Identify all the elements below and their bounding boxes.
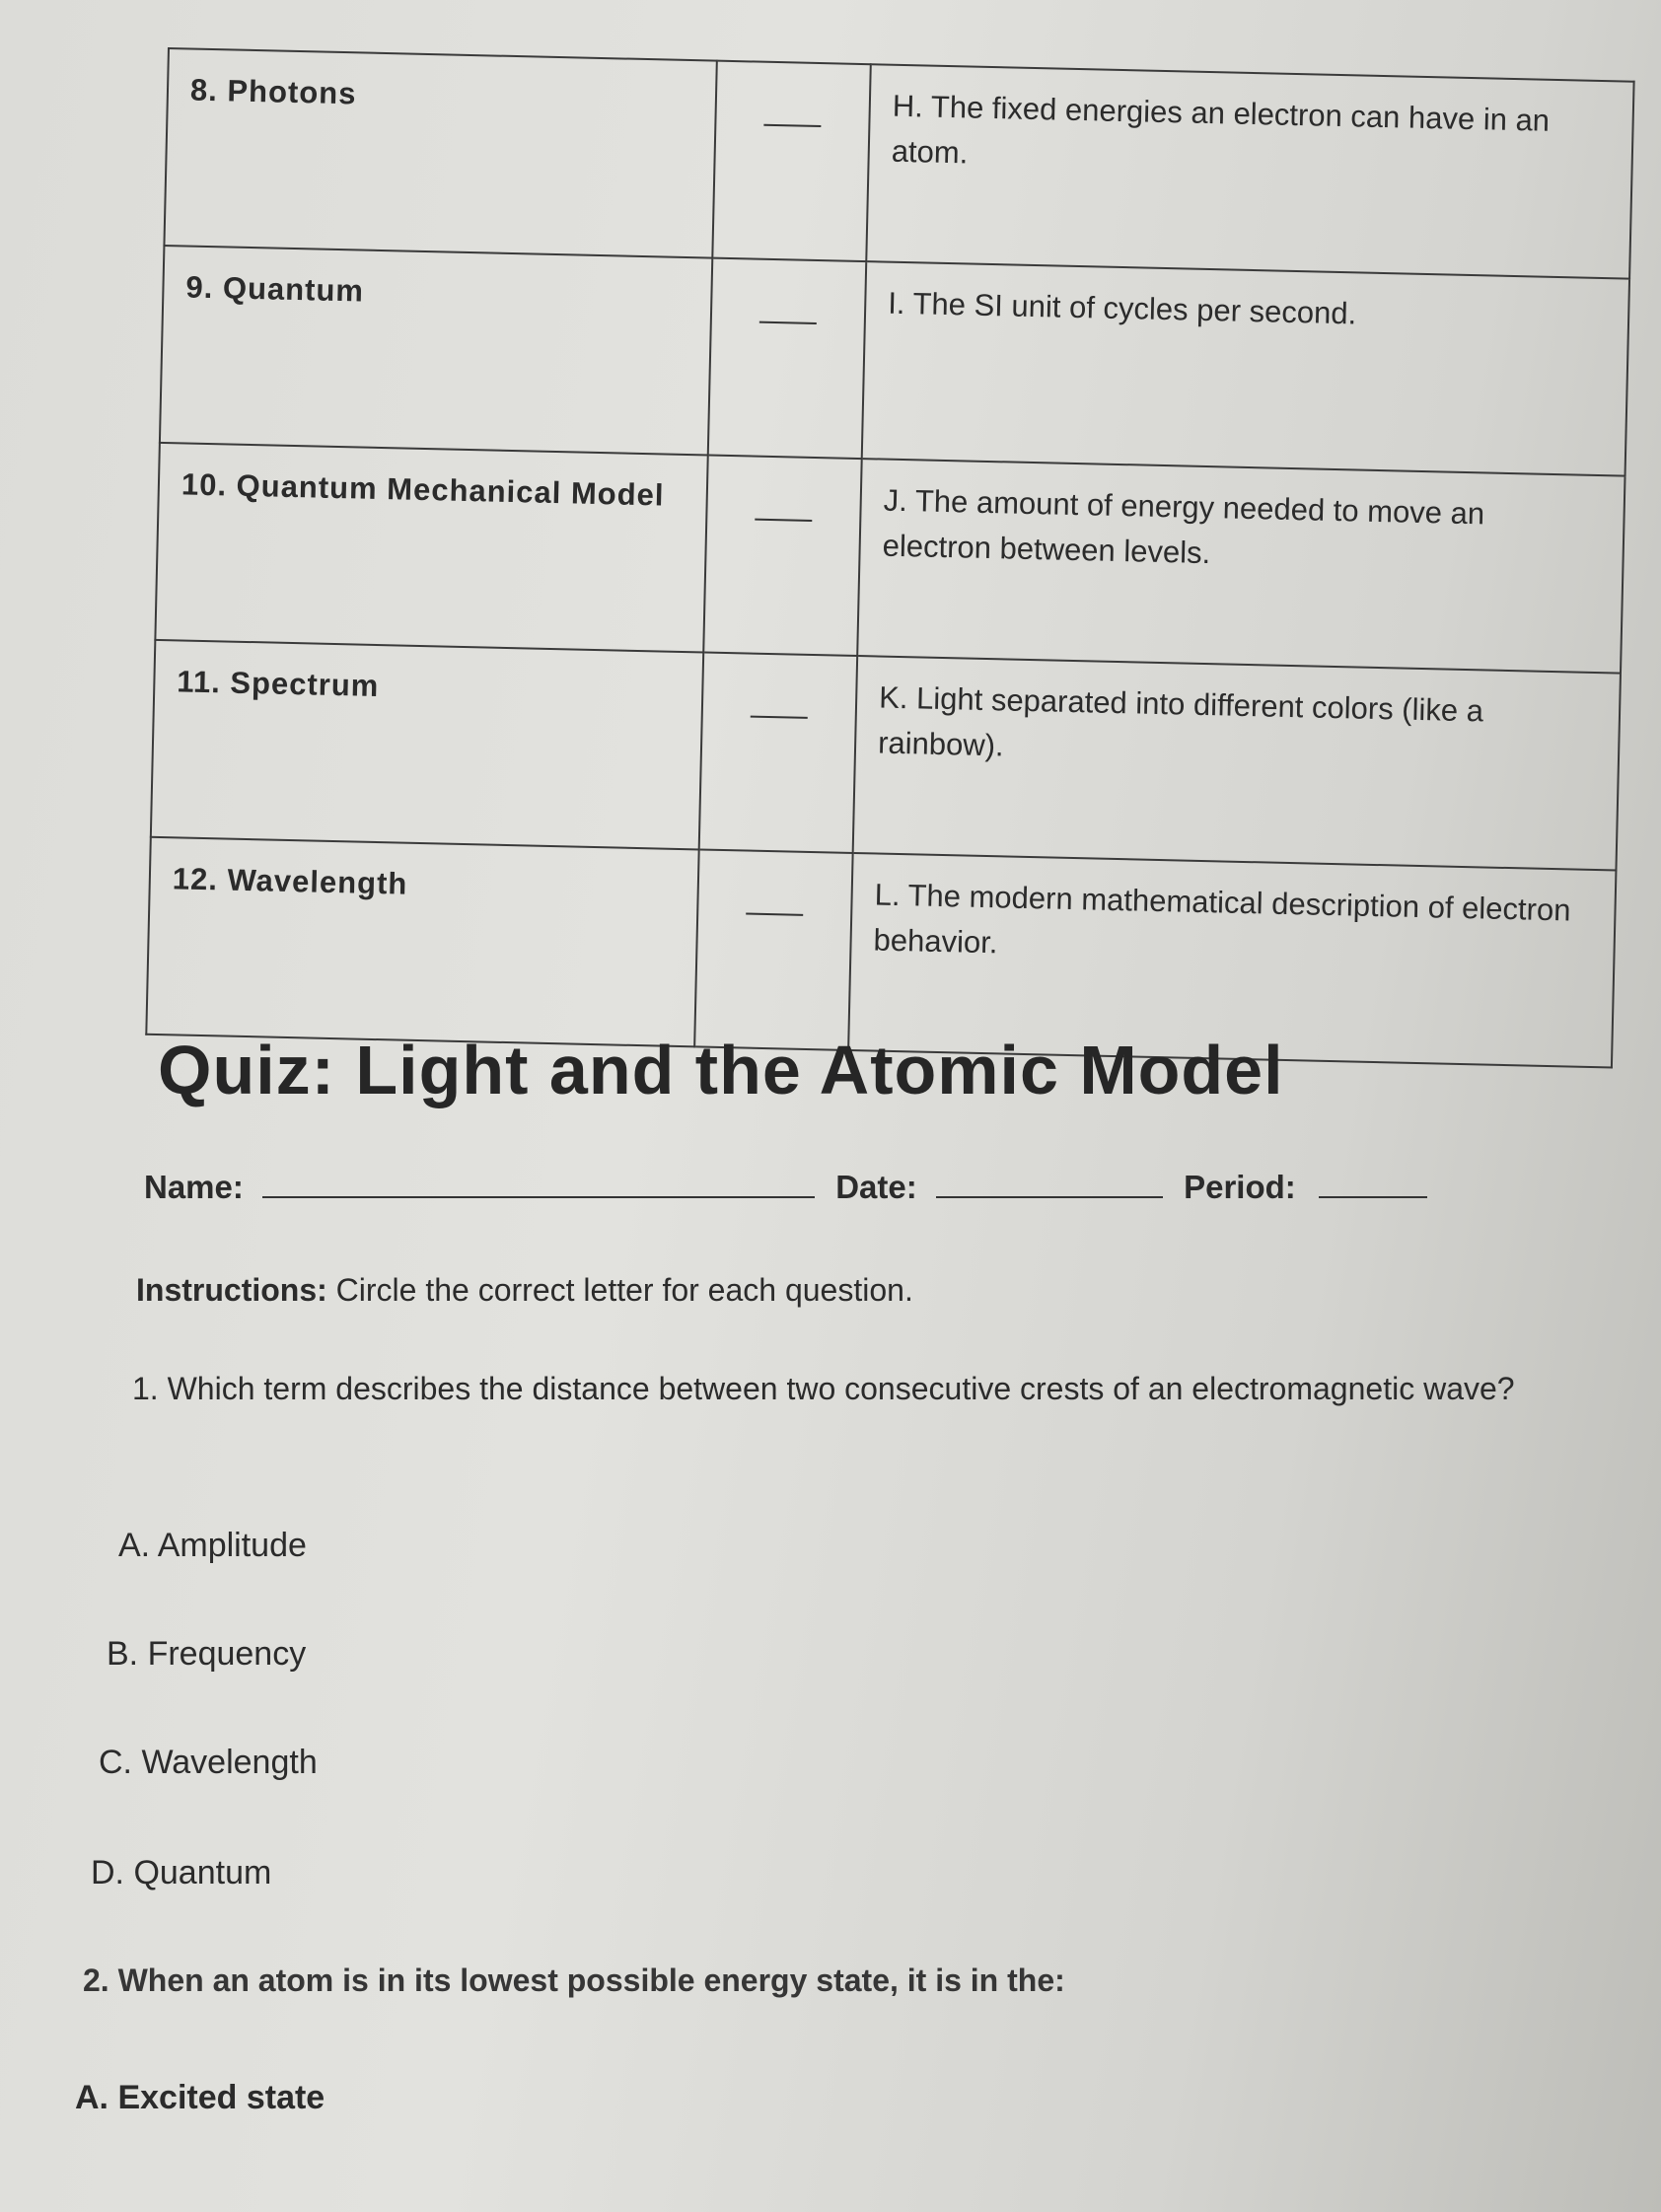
period-field[interactable] (1319, 1169, 1427, 1198)
answer-blank-line (763, 124, 821, 127)
answer-blank-line (755, 519, 812, 522)
question-2-choice-a[interactable]: A. Excited state (75, 2079, 325, 2116)
term-cell: 9. Quantum (160, 246, 712, 456)
answer-blank-cell[interactable] (712, 61, 870, 261)
definition-cell: H. The fixed energies an electron can have in an atom. (866, 64, 1633, 279)
answer-blank-cell[interactable] (694, 849, 852, 1049)
definition-cell: K. Light separated into different colors (like a rainbow). (853, 656, 1621, 871)
term-cell: 12. Wavelength (146, 837, 698, 1047)
answer-blank-line (759, 321, 817, 324)
question-1-choice-b[interactable]: B. Frequency (107, 1635, 307, 1673)
term-cell: 8. Photons (164, 48, 716, 258)
answer-blank-cell[interactable] (703, 456, 861, 656)
definition-cell: J. The amount of energy needed to move an electron between levels. (857, 459, 1625, 674)
instructions-label: Instructions: (136, 1272, 327, 1308)
table-row (151, 640, 1621, 871)
question-1-choice-a[interactable]: A. Amplitude (118, 1527, 307, 1564)
table-row (160, 246, 1629, 476)
answer-blank-cell[interactable] (699, 652, 857, 852)
term-cell: 10. Quantum Mechanical Model (155, 443, 707, 653)
term-cell: 11. Spectrum (151, 640, 703, 850)
student-info-fields (144, 1169, 1427, 1206)
instructions-text: Circle the correct letter for each question. (335, 1272, 913, 1308)
definition-cell: I. The SI unit of cycles per second. (862, 261, 1629, 476)
quiz-title: Quiz: Light and the Atomic Model (158, 1032, 1284, 1108)
question-1-text: 1. Which term describes the distance between two consecutive crests of an electromagnetic wave? (132, 1371, 1515, 1406)
definition-cell: L. The modern mathematical description of electron behavior. (848, 853, 1616, 1068)
period-label: Period: (1184, 1169, 1296, 1205)
instructions (136, 1272, 913, 1309)
answer-blank-cell[interactable] (708, 258, 866, 459)
question-2-text: 2. When an atom is in its lowest possible energy state, it is in the: (83, 1962, 1065, 1998)
name-label: Name: (144, 1169, 244, 1205)
name-field[interactable] (262, 1169, 815, 1198)
answer-blank-line (751, 716, 808, 719)
table-row (155, 443, 1625, 674)
matching-table (145, 47, 1634, 1069)
answer-blank-line (746, 913, 803, 916)
question-1-choice-c[interactable]: C. Wavelength (99, 1744, 318, 1781)
table-row (164, 48, 1633, 279)
date-field[interactable] (936, 1169, 1163, 1198)
date-label: Date: (835, 1169, 917, 1205)
question-1-choice-d[interactable]: D. Quantum (91, 1854, 272, 1891)
